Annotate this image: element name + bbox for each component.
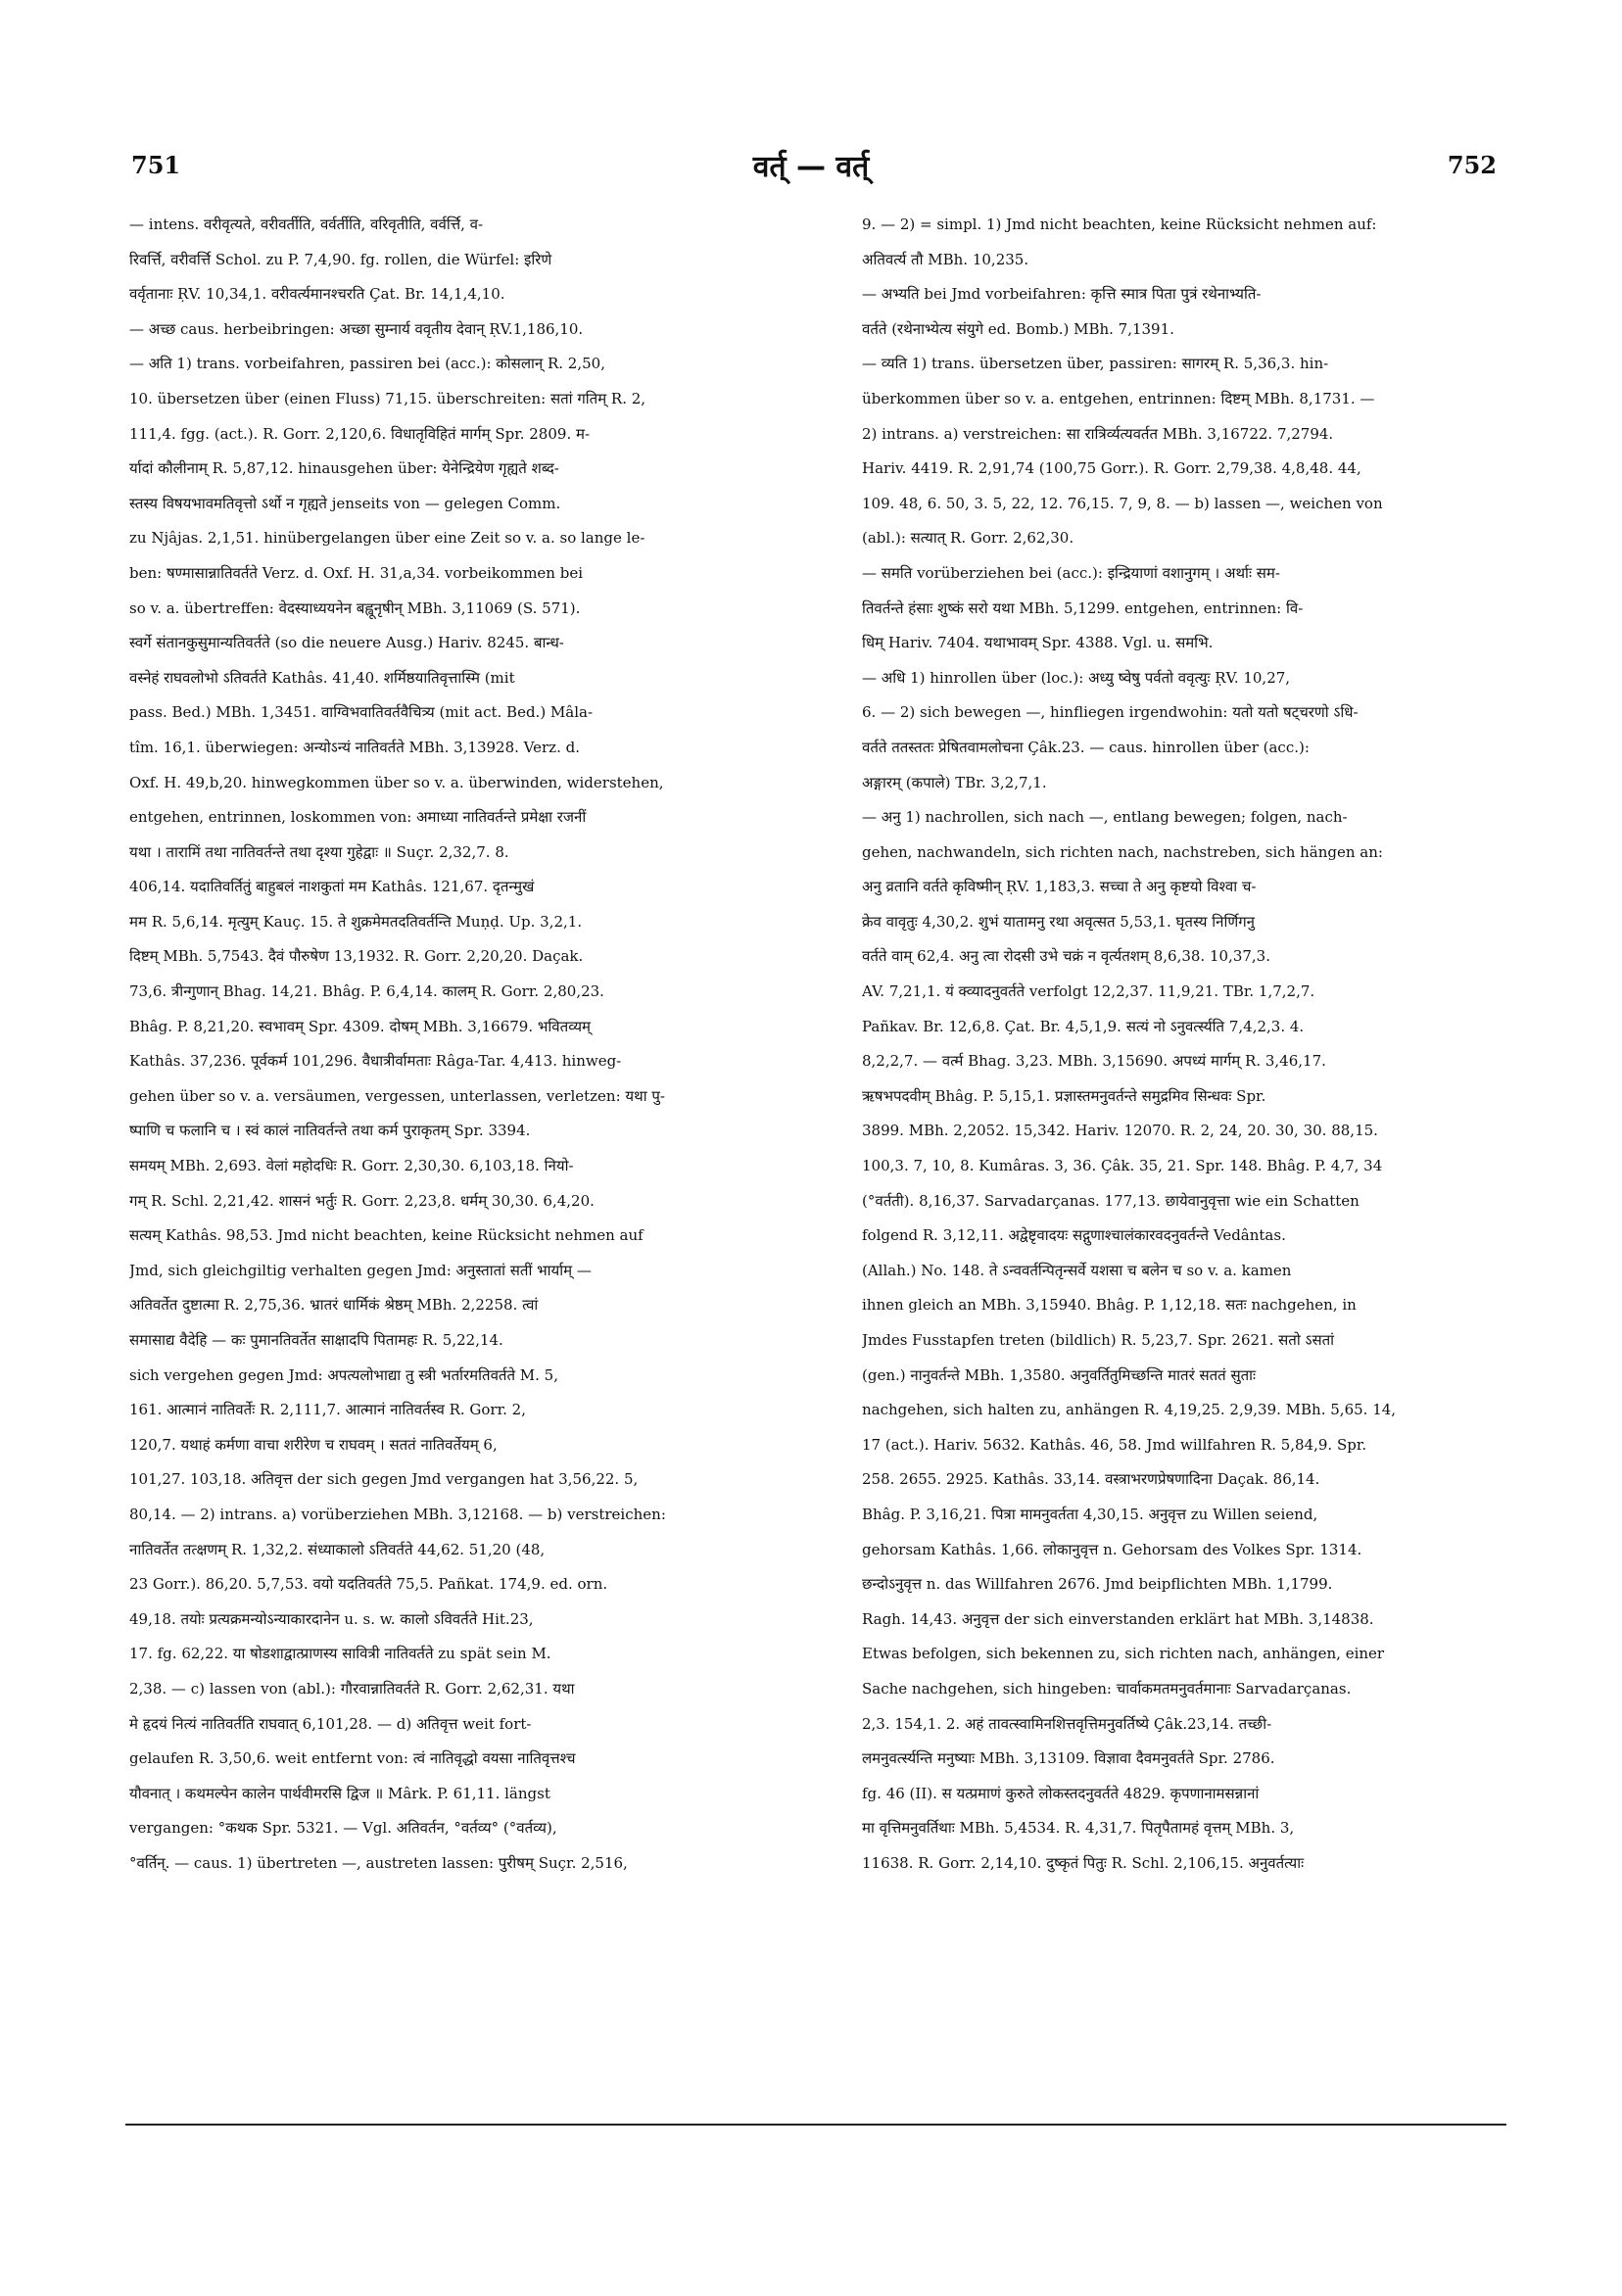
page-number-right: 752 (1447, 151, 1497, 179)
text-line: स्तस्य विषयभावमतिवृत्तो ऽर्थो न गृह्यते jenseits von — gelegen Comm. (129, 494, 561, 512)
text-line: 2,38. — c) lassen von (abl.): गौरवान्नातिवर्तते R. Gorr. 2,62,31. यथा (129, 1679, 575, 1698)
footer-rule (125, 2124, 1506, 2126)
text-line: 161. आत्मानं नातिवर्तेः R. 2,111,7. आत्मानं नातिवर्तस्व R. Gorr. 2, (129, 1401, 526, 1419)
text-line: 10. übersetzen über (einen Fluss) 71,15. überschreiten: सतां गतिम् R. 2, (129, 389, 646, 407)
text-line: 109. 48, 6. 50, 3. 5, 22, 12. 76,15. 7, 9, 8. — b) lassen —, weichen von (862, 494, 1383, 512)
text-line: अनु व्रतानि वर्तते कृविष्मीन् ṚV. 1,183,3. सच्चा ते अनु कृष्टयो विश्वा च- (862, 878, 1257, 896)
text-line: gehen, nachwandeln, sich richten nach, nachstreben, sich hängen an: (862, 842, 1383, 861)
text-line: folgend R. 3,12,11. अद्वेष्टृवादयः सद्गुणाश्चालंकारवदनुवर्तन्ते Vedântas. (862, 1226, 1286, 1245)
text-line: रिवर्त्ति, वरीवर्त्ति Schol. zu P. 7,4,90. fg. rollen, die Würfel: इरिणे (129, 250, 552, 268)
text-line: nachgehen, sich halten zu, anhängen R. 4,19,25. 2,9,39. MBh. 5,65. 14, (862, 1401, 1397, 1419)
text-line: Jmdes Fusstapfen treten (bildlich) R. 5,23,7. Spr. 2621. सतो ऽसतां (862, 1331, 1335, 1349)
text-line: ben: षण्मासान्नातिवर्तते Verz. d. Oxf. H. 31,a,34. vorbeikommen bei (129, 563, 584, 582)
text-line: Jmd, sich gleichgiltig verhalten gegen Jmd: अनुस्तातां सतीं भार्याम् — (129, 1261, 592, 1279)
text-line: क्रेव वावृतुः 4,30,2. शुभं यातामनु रथा अवृत्सत 5,53,1. घृतस्य निर्णिगनु (862, 912, 1255, 931)
text-line: वर्तते (रथेनाभ्येत्य संयुगे ed. Bomb.) MBh. 7,1391. (862, 319, 1174, 338)
text-line: र्यादां कौलीनाम् R. 5,87,12. hinausgehen über: येनेन्द्रियेण गृह्यते शब्द- (129, 459, 559, 478)
text-line: gehorsam Kathâs. 1,66. लोकानुवृत्त n. Gehorsam des Volkes Spr. 1314. (862, 1540, 1362, 1558)
text-line: गम् R. Schl. 2,21,42. शासनं भर्तुः R. Gorr. 2,23,8. धर्मम् 30,30. 6,4,20. (129, 1191, 595, 1210)
text-line: (gen.) नानुवर्तन्ते MBh. 1,3580. अनुवर्तितुमिच्छन्ति मातरं सततं सुताः (862, 1365, 1257, 1384)
text-line: यौवनात् । कथमल्पेन कालेन पार्थवीमरसि द्विज ॥ Mârk. P. 61,11. längst (129, 1784, 550, 1802)
text-line: — अनु 1) nachrollen, sich nach —, entlang bewegen; folgen, nach- (862, 808, 1348, 827)
page-number-left: 751 (131, 151, 181, 179)
text-line: अङ्गारम् (कपाले) TBr. 3,2,7,1. (862, 773, 1047, 791)
text-line: (abl.): सत्यात् R. Gorr. 2,62,30. (862, 529, 1074, 548)
text-line: pass. Bed.) MBh. 1,3451. वाग्विभवातिवर्तवैचित्र्य (mit act. Bed.) Mâla- (129, 703, 594, 722)
text-line: वस्नेहं राघवलोभो ऽतिवर्तते Kathâs. 41,40. शर्मिष्ठयातिवृत्तास्मि (mit (129, 668, 515, 687)
text-line: Bhâg. P. 8,21,20. स्वभावम् Spr. 4309. दोषम् MBh. 3,16679. भवितव्यम् (129, 1017, 591, 1035)
text-line: — अधि 1) hinrollen über (loc.): अध्यु ष्वेषु पर्वतो ववृत्युः ṚV. 10,27, (862, 668, 1291, 687)
left-column (129, 208, 805, 1882)
text-line: — अति 1) trans. vorbeifahren, passiren bei (acc.): कोसलान् R. 2,50, (129, 355, 605, 373)
text-line: 17 (act.). Hariv. 5632. Kathâs. 46, 58. Jmd willfahren R. 5,84,9. Spr. (862, 1435, 1367, 1454)
text-line: 2) intrans. a) verstreichen: सा रात्रिर्व्यत्यवर्तत MBh. 3,16722. 7,2794. (862, 424, 1334, 443)
text-line: (°वर्तती). 8,16,37. Sarvadarçanas. 177,13. छायेवानुवृत्ता wie ein Schatten (862, 1191, 1360, 1210)
right-column (862, 208, 1538, 1882)
text-line: 101,27. 103,18. अतिवृत्त der sich gegen Jmd vergangen hat 3,56,22. 5, (129, 1470, 639, 1489)
text-line: — intens. वरीवृत्यते, वरीवर्तीति, वर्वर्तीति, वरिवृतीति, वर्वर्त्ति, व- (129, 215, 484, 233)
text-line: 9. — 2) = simpl. 1) Jmd nicht beachten, keine Rücksicht nehmen auf: (862, 215, 1377, 233)
text-line: 100,3. 7, 10, 8. Kumâras. 3, 36. Çâk. 35, 21. Spr. 148. Bhâg. P. 4,7, 34 (862, 1157, 1383, 1175)
text-line: 120,7. यथाहं कर्मणा वाचा शरीरेण च राघवम् । सततं नातिवर्तेयम् 6, (129, 1435, 498, 1454)
text-line: überkommen über so v. a. entgehen, entrinnen: दिष्टम् MBh. 8,1731. — (862, 389, 1375, 407)
text-line: ihnen gleich an MBh. 3,15940. Bhâg. P. 1,12,18. सतः nachgehen, in (862, 1296, 1357, 1315)
text-line: — अभ्यति bei Jmd vorbeifahren: कृत्ति स्मात्र पिता पुत्रं रथेनाभ्यति- (862, 285, 1262, 304)
text-line: gelaufen R. 3,50,6. weit entfernt von: त्वं नातिवृद्धो वयसा नातिवृत्तश्च (129, 1749, 576, 1768)
text-line: मम R. 5,6,14. मृत्युम् Kauç. 15. ते शुक्रमेमतदतिवर्तन्ति Muṇḍ. Up. 3,2,1. (129, 912, 583, 931)
text-line: Etwas befolgen, sich bekennen zu, sich richten nach, anhängen, einer (862, 1645, 1385, 1663)
text-line: स्वर्गे संतानकुसुमान्यतिवर्तते (so die neuere Ausg.) Hariv. 8245. बान्ध- (129, 634, 564, 652)
text-line: 111,4. fgg. (act.). R. Gorr. 2,120,6. विधातृविहितं मार्गम् Spr. 2809. म- (129, 424, 591, 443)
text-line: 73,6. त्रीन्गुणान् Bhag. 14,21. Bhâg. P. 6,4,14. कालम् R. Gorr. 2,80,23. (129, 982, 604, 1001)
text-line: 3899. MBh. 2,2052. 15,342. Hariv. 12070. R. 2, 24, 20. 30, 30. 88,15. (862, 1122, 1378, 1140)
text-line: 6. — 2) sich bewegen —, hinfliegen irgendwohin: यतो यतो षट्चरणो ऽधि- (862, 703, 1359, 722)
text-line: वर्तते ततस्ततः प्रेषितवामलोचना Çâk.23. — caus. hinrollen über (acc.): (862, 738, 1310, 756)
text-line: Sache nachgehen, sich hingeben: चार्वाकमतमनुवर्तमानाः Sarvadarçanas. (862, 1679, 1352, 1698)
text-line: entgehen, entrinnen, loskommen von: अमाध्या नातिवर्तन्ते प्रमेक्षा रजनीं (129, 808, 587, 827)
page-header (125, 145, 1497, 194)
text-line: सत्यम् Kathâs. 98,53. Jmd nicht beachten, keine Rücksicht nehmen auf (129, 1226, 644, 1245)
text-line: नातिवर्तेत तत्क्षणम् R. 1,32,2. संध्याकालो ऽतिवर्तते 44,62. 51,20 (48, (129, 1540, 546, 1558)
text-line: 17. fg. 62,22. या षोडशाद्वात्प्राणस्य सावित्री नातिवर्तते zu spät sein M. (129, 1645, 551, 1663)
text-line: 8,2,2,7. — वर्त्म Bhag. 3,23. MBh. 3,15690. अपध्यं मार्गम् R. 3,46,17. (862, 1052, 1326, 1071)
text-line: 258. 2655. 2925. Kathâs. 33,14. वस्त्राभरणप्रेषणादिना Daçak. 86,14. (862, 1470, 1320, 1489)
running-headword: वर्त् — वर्त् (752, 150, 870, 184)
text-line: Pañkav. Br. 12,6,8. Çat. Br. 4,5,1,9. सत्यं नो ऽनुवर्त्स्यति 7,4,2,3. 4. (862, 1017, 1305, 1035)
text-line: 11638. R. Gorr. 2,14,10. दुष्कृतं पितुः R. Schl. 2,106,15. अनुवर्तत्याः (862, 1853, 1305, 1872)
text-line: अतिवर्त्य तौ MBh. 10,235. (862, 250, 1029, 268)
text-line: AV. 7,21,1. यं क्व्यादनुवर्तते verfolgt 12,2,37. 11,9,21. TBr. 1,7,2,7. (862, 982, 1315, 1001)
text-line: ष्पाणि च फलानि च । स्वं कालं नातिवर्तन्ते तथा कर्म पुराकृतम् Spr. 3394. (129, 1122, 531, 1140)
text-line: 49,18. तयोः प्रत्यक्रमन्योऽन्याकारदानेन u. s. w. कालो ऽविवर्तते Hit.23, (129, 1609, 534, 1628)
text-line: so v. a. übertreffen: वेदस्याध्ययनेन बह्वूनृषीन् MBh. 3,11069 (S. 571). (129, 598, 581, 617)
text-line: समयम् MBh. 2,693. वेलां महोदधिः R. Gorr. 2,30,30. 6,103,18. नियो- (129, 1157, 574, 1175)
text-line: Oxf. H. 49,b,20. hinwegkommen über so v. a. überwinden, widerstehen, (129, 773, 664, 791)
text-line: 406,14. यदातिवर्तितुं बाहुबलं नाशकुतां मम Kathâs. 121,67. दृतन्मुखं (129, 878, 535, 896)
text-line: वर्तते वाम् 62,4. अनु त्वा रोदसी उभे चक्रं न वृर्त्यतशम् 8,6,38. 10,37,3. (862, 947, 1270, 966)
text-line: ऋषभपदवीम् Bhâg. P. 5,15,1. प्रज्ञास्तमनुवर्तन्ते समुद्रमिव सिन्धवः Spr. (862, 1086, 1266, 1105)
text-line: 80,14. — 2) intrans. a) vorüberziehen MBh. 3,12168. — b) verstreichen: (129, 1505, 666, 1523)
text-line: 2,3. 154,1. 2. अहं तावत्स्वामिनशित्तवृत्तिमनुवर्तिष्ये Çâk.23,14. तच्छी- (862, 1714, 1272, 1733)
text-line: gehen über so v. a. versäumen, vergessen, unterlassen, verletzen: यथा पु- (129, 1086, 665, 1105)
text-line: छन्दोऽनुवृत्त n. das Willfahren 2676. Jmd beipflichten MBh. 1,1799. (862, 1575, 1333, 1594)
text-line: 23 Gorr.). 86,20. 5,7,53. वयो यदतिवर्तते 75,5. Pañkat. 174,9. ed. orn. (129, 1575, 608, 1594)
text-line: — समति vorüberziehen bei (acc.): इन्द्रियाणां वशानुगम् । अर्थाः सम- (862, 563, 1280, 582)
text-line: Ragh. 14,43. अनुवृत्त der sich einverstanden erklärt hat MBh. 3,14838. (862, 1609, 1374, 1628)
text-line: vergangen: °कथक Spr. 5321. — Vgl. अतिवर्तन, °वर्तव्य° (°वर्तव्य), (129, 1819, 557, 1838)
text-line: समासाद्य वैदेहि — कः पुमानतिवर्तेत साक्षादपि पितामहः R. 5,22,14. (129, 1331, 503, 1349)
text-line: Bhâg. P. 3,16,21. पित्रा मामनुवर्तता 4,30,15. अनुवृत्त zu Willen seiend, (862, 1505, 1318, 1523)
text-line: sich vergehen gegen Jmd: अपत्यलोभाद्या तु स्त्री भर्तारमतिवर्तते M. 5, (129, 1365, 558, 1384)
text-line: वर्वृतानाः ṚV. 10,34,1. वरीवर्त्यमानश्चरति Çat. Br. 14,1,4,10. (129, 285, 505, 304)
text-line: fg. 46 (II). स यत्प्रमाणं कुरुते लोकस्तदनुवर्तते 4829. कृपणानामसन्नानां (862, 1784, 1260, 1802)
text-line: दिष्टम् MBh. 5,7543. दैवं पौरुषेण 13,1932. R. Gorr. 2,20,20. Daçak. (129, 947, 584, 966)
text-line: °वर्तिन्. — caus. 1) übertreten —, austreten lassen: पुरीषम् Suçr. 2,516, (129, 1853, 628, 1872)
text-line: Hariv. 4419. R. 2,91,74 (100,75 Gorr.). R. Gorr. 2,79,38. 4,8,48. 44, (862, 459, 1361, 478)
text-line: मा वृत्तिमनुवर्तिथाः MBh. 5,4534. R. 4,31,7. पितृपैतामहं वृत्तम् MBh. 3, (862, 1819, 1295, 1838)
text-line: धिम् Hariv. 7404. यथाभावम् Spr. 4388. Vgl. u. समभि. (862, 634, 1214, 652)
text-line: — अच्छ caus. herbeibringen: अच्छा सुम्नार्य ववृतीय देवान् ṚV.1,186,10. (129, 319, 584, 338)
text-line: — व्यति 1) trans. übersetzen über, passiren: सागरम् R. 5,36,3. hin- (862, 355, 1329, 373)
text-line: Kathâs. 37,236. पूर्वकर्म 101,296. वैधात्रीर्वामताः Râga-Tar. 4,413. hinweg- (129, 1052, 622, 1071)
text-line: मे हृदयं नित्यं नातिवर्तति राघवात् 6,101,28. — d) अतिवृत्त weit fort- (129, 1714, 532, 1733)
text-line: tîm. 16,1. überwiegen: अन्योऽन्यं नातिवर्तते MBh. 3,13928. Verz. d. (129, 738, 580, 756)
text-line: (Allah.) No. 148. ते ऽन्ववर्तन्पितृन्सर्वे यशसा च बलेन च so v. a. kamen (862, 1261, 1292, 1279)
text-line: तिवर्तन्ते हंसाः शुष्कं सरो यथा MBh. 5,1299. entgehen, entrinnen: वि- (862, 598, 1304, 617)
text-line: यथा । तारामिं तथा नातिवर्तन्ते तथा दृश्या गुहेद्वाः ॥ Suçr. 2,32,7. 8. (129, 842, 509, 861)
text-line: zu Njâjas. 2,1,51. hinübergelangen über eine Zeit so v. a. so lange le- (129, 529, 645, 548)
text-line: लमनुवर्त्स्यन्ति मनुष्याः MBh. 3,13109. विज्ञावा दैवमनुवर्तते Spr. 2786. (862, 1749, 1275, 1768)
text-line: अतिवर्तेत दुष्टात्मा R. 2,75,36. भ्रातरं धार्मिकं श्रेष्ठम् MBh. 2,2258. त्वां (129, 1296, 539, 1315)
